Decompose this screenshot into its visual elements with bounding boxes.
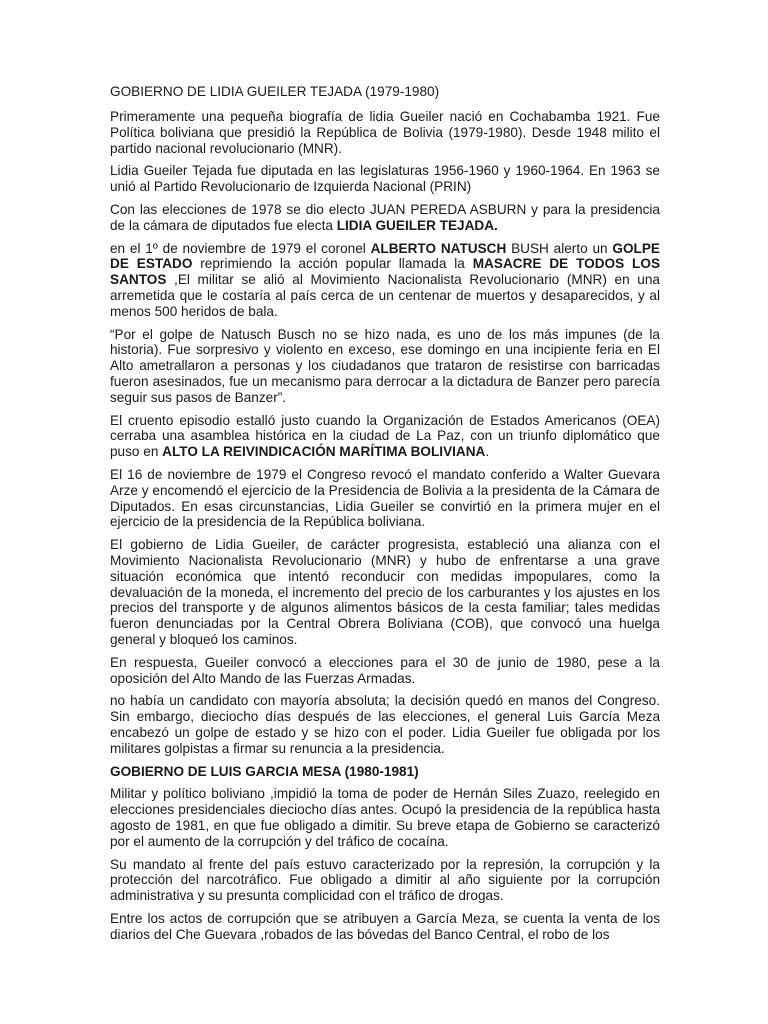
text-span: El cruento episodio estalló justo cuando la Organización de Estados Americanos (OEA) cerraba una asamblea histórica en la ciudad de La Paz, con un triunfo diplomático que puso en xyxy=(110,412,660,460)
paragraph-garcia-coup: no había un candidato con mayoría absoluta; la decisión quedó en manos del Congreso. Sin embargo, dieciocho días después de las elecciones, el general Luis García Meza encabezó un golpe de estado y se hizo con el poder. Lidia Gueiler fue obligada por los militares golpistas a firmar su renuncia a la presidencia. xyxy=(110,693,660,756)
paragraph-garcia-bio: Militar y político boliviano ,impidió la toma de poder de Hernán Siles Zuazo, reelegido en elecciones presidenciales dieciocho días antes. Ocupó la presidencia de la república hasta agosto de 1981, en que fue obligado a dimitir. Su breve etapa de Gobierno se caracterizó por el aumento de la corrupción y del tráfico de cocaína. xyxy=(110,786,660,849)
bold-term: MASACRE DE TODOS LOS SANTOS xyxy=(110,256,661,288)
paragraph-oea xyxy=(110,413,660,460)
bold-term: ALTO LA REIVINDICACIÓN MARÍTIMA BOLIVIANA xyxy=(162,444,486,460)
paragraph-quote: “Por el golpe de Natusch Busch no se hizo nada, es uno de los más impunes (de la historia). Fue sorpresivo y violento en exceso, ese domingo en una incipiente feria en El Alto ametrallaron a personas y los ciudadanos que trataron de resistirse con barricadas fueron asesinados, fue un mecanismo para derrocar a la dictadura de Banzer pero parecía seguir sus pasos de Banzer”. xyxy=(110,326,660,405)
bold-name: LIDIA GUEILER TEJADA. xyxy=(336,217,498,233)
section-heading-garcia-mesa: GOBIERNO DE LUIS GARCIA MESA (1980-1981) xyxy=(110,764,419,780)
paragraph-corruption: Entre los actos de corrupción que se atribuyen a García Meza, se cuenta la venta de los diarios del Che Guevara ,robados de las bóvedas del Banco Central, el robo de los xyxy=(110,911,660,942)
text-span: BUSH alerto un xyxy=(506,240,613,256)
paragraph-elections-1978 xyxy=(110,202,660,234)
text-span: . xyxy=(485,444,490,460)
paragraph-biography: Primeramente una pequeña biografía de lidia Gueiler nació en Cochabamba 1921. Fue Política boliviana que presidió la República de Bolivia (1979-1980). Desde 1948 milito el partido nacional revolucionario (MNR). xyxy=(110,109,660,156)
text-span: reprimiendo la acción popular llamada la xyxy=(192,256,473,272)
paragraph-congress: El 16 de noviembre de 1979 el Congreso revocó el mandato conferido a Walter Guevara Arze y encomendó el ejercicio de la Presidencia de Bolivia a la presidenta de la Cámara de Diputados. En esas circunstancias, Lidia Gueiler se convirtió en la primera mujer en el ejercicio de la presidencia de la República boliviana. xyxy=(110,466,660,530)
paragraph-coup-natusch xyxy=(110,241,660,320)
document-title: GOBIERNO DE LIDIA GUEILER TEJADA (1979-1980) xyxy=(110,84,440,99)
text-span: en el 1º de noviembre de 1979 el coronel xyxy=(110,240,371,256)
paragraph-garcia-mandate: Su mandato al frente del país estuvo caracterizado por la represión, la corrupción y la protección del narcotráfico. Fue obligado a dimitir al año siguiente por la corrupción administrativa y su presunta complicidad con el tráfico de drogas. xyxy=(110,856,660,904)
paragraph-legislature: Lidia Gueiler Tejada fue diputada en las legislaturas 1956-1960 y 1960-1964. En 1963 se unió al Partido Revolucionario de Izquierda Nacional (PRIN) xyxy=(110,163,660,195)
text-span: ,El militar se alió al Movimiento Nacionalista Revolucionario (MNR) en una arremetida que le costaría al país cerca de un centenar de muertos y desaparecidos, y al menos 500 heridos de bala. xyxy=(110,272,660,319)
bold-term: GOLPE DE ESTADO xyxy=(110,240,660,272)
paragraph-government: El gobierno de Lidia Gueiler, de carácter progresista, estableció una alianza con el Movimiento Nacionalista Revolucionario (MNR) y hubo de enfrentarse a una grave situación económica que intentó reconducir con medidas impopulares, como la devaluación de la moneda, el incremento del precio de los carburantes y los ajustes en los precios del transporte y de algunos alimentos básicos de la cesta familiar; tales medidas fueron denunciadas por la Central Obrera Boliviana (COB), que convocó una huelga general y bloqueó los caminos. xyxy=(110,537,660,647)
paragraph-elections-1980: En respuesta, Gueiler convocó a elecciones para el 30 de junio de 1980, pese a la oposición del Alto Mando de las Fuerzas Armadas. xyxy=(110,654,660,686)
text-span: Con las elecciones de 1978 se dio electo JUAN PEREDA ASBURN y para la presidencia de la cámara de diputados fue electa xyxy=(110,201,660,233)
bold-name: ALBERTO NATUSCH xyxy=(370,240,507,256)
